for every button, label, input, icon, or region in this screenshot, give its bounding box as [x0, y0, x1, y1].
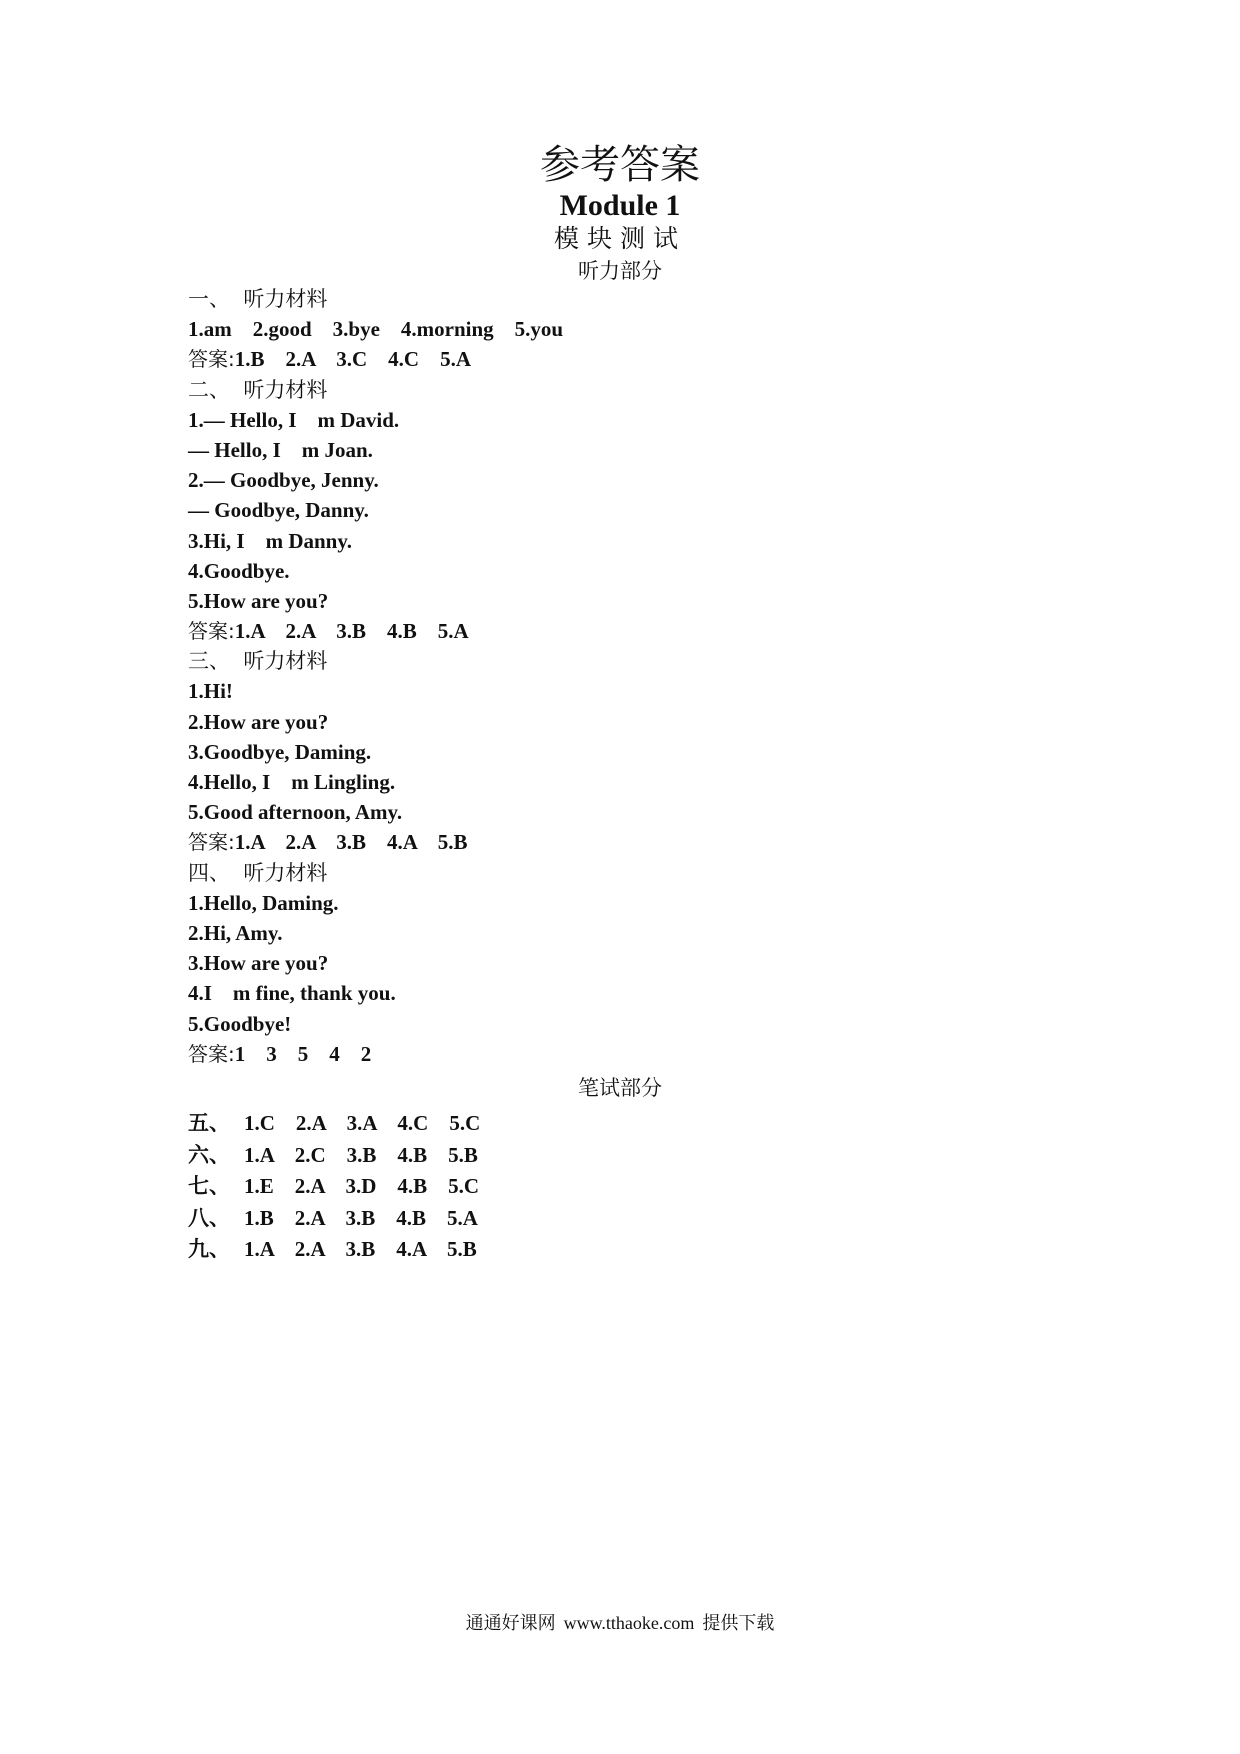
written-number: 九、 [188, 1237, 230, 1261]
answer-label: 答案: [188, 347, 235, 372]
page-footer [0, 1610, 1240, 1637]
answer-label: 答案: [188, 1041, 235, 1066]
footer-suffix: 提供下载 [702, 1613, 775, 1634]
material-line: 1.Hello, Daming. [188, 890, 339, 915]
subtitle: 模块测试 [553, 224, 686, 253]
answer-values: 1 3 5 4 2 [234, 1041, 372, 1066]
listening-sections [188, 284, 1088, 1069]
section-heading: 三、 听力材料 [188, 649, 328, 674]
written-answers: 1.B 2.A 3.B 4.B 5.A [244, 1205, 478, 1230]
material-line: 2.— Goodbye, Jenny. [188, 468, 379, 493]
section-heading: 一、 听力材料 [188, 287, 328, 311]
written-number: 五、 [188, 1111, 230, 1135]
written-answer-row [188, 1234, 1088, 1266]
written-answers: 1.E 2.A 3.D 4.B 5.C [244, 1174, 480, 1198]
material-line: 5.Good afternoon, Amy. [188, 800, 403, 825]
material-line: 1.am 2.good 3.bye 4.morning 5.you [188, 317, 564, 342]
material-line: 3.How are you? [188, 951, 329, 976]
material-line: — Goodbye, Danny. [188, 498, 369, 523]
material-line: 3.Hi, I m Danny. [188, 528, 352, 553]
footer-site-name: 通通好课网 [465, 1613, 556, 1634]
written-sections [188, 1108, 1088, 1266]
module-title: Module 1 [559, 189, 681, 222]
answer-line [188, 1039, 1088, 1069]
written-number: 七、 [188, 1174, 230, 1198]
written-number: 六、 [188, 1142, 230, 1167]
material-line: 3.Goodbye, Daming. [188, 739, 372, 764]
material-line: 1.— Hello, I m David. [188, 407, 400, 432]
material-line: 5.Goodbye! [188, 1011, 292, 1036]
page-title: 参考答案 [540, 142, 700, 188]
material-line: 4.I m fine, thank you. [188, 981, 396, 1006]
answer-line [188, 616, 1088, 646]
answer-values: 1.A 2.A 3.B 4.B 5.A [234, 619, 469, 644]
written-answers: 1.A 2.C 3.B 4.B 5.B [244, 1142, 478, 1167]
written-answer-row [188, 1108, 1088, 1140]
answer-values: 1.B 2.A 3.C 4.C 5.A [234, 347, 472, 372]
answer-line [188, 344, 1088, 374]
material-line: 2.How are you? [188, 709, 329, 734]
section-heading: 二、 听力材料 [188, 377, 328, 402]
answer-values: 1.A 2.A 3.B 4.A 5.B [234, 830, 468, 855]
material-line: 4.Goodbye. [188, 558, 290, 583]
answer-label: 答案: [188, 830, 235, 855]
listening-part-label: 听力部分 [578, 259, 662, 283]
written-part-label: 笔试部分 [578, 1076, 662, 1100]
written-answer-row [188, 1171, 1088, 1203]
footer-url[interactable]: www.tthaoke.com [563, 1613, 695, 1633]
written-number: 八、 [188, 1205, 230, 1230]
section-heading: 四、 听力材料 [188, 860, 328, 885]
material-line: 1.Hi! [188, 679, 233, 704]
written-answers: 1.C 2.A 3.A 4.C 5.C [244, 1111, 481, 1135]
written-answers: 1.A 2.A 3.B 4.A 5.B [244, 1237, 477, 1261]
material-line: 4.Hello, I m Lingling. [188, 770, 396, 794]
answer-label: 答案: [188, 619, 235, 644]
material-line: 5.How are you? [188, 588, 329, 613]
material-line: — Hello, I m Joan. [188, 437, 373, 462]
written-answer-row [188, 1140, 1088, 1172]
material-line: 2.Hi, Amy. [188, 920, 283, 945]
written-answer-row [188, 1203, 1088, 1235]
answer-line [188, 827, 1088, 857]
